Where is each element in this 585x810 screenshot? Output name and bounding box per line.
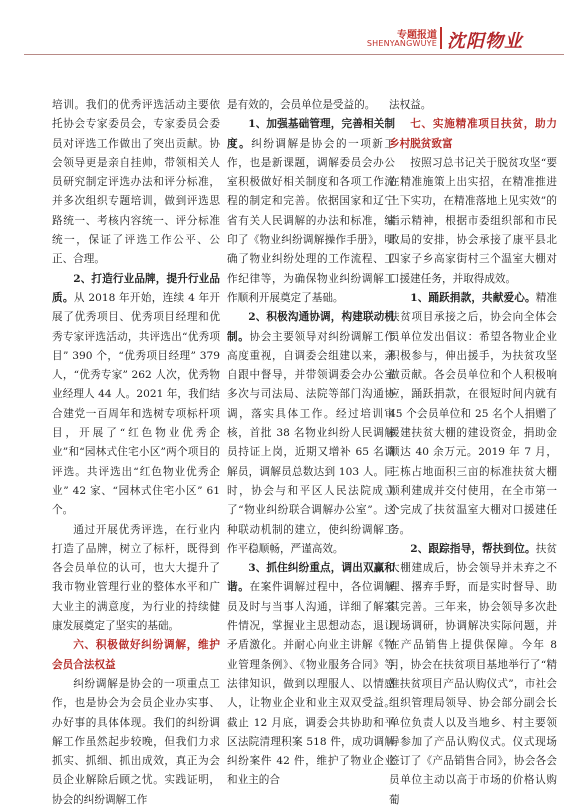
section-heading: 七、实施精准项目扶贫，助力乡村脱贫致富 bbox=[389, 118, 557, 150]
subheading: 2、积极沟通协调，构建联动机制。 bbox=[227, 311, 395, 343]
paragraph-body: 扶贫大棚建成后，协会领导并未弃之不理、撂弃手野，而是实时督导、助其完善。三年来，协会领导多次赴现场调研，协调解决实际问题，并在产品销售上提供保障。今年 8 月，协会在扶贫项目基地举行了“精准扶贫项目产品认购仪式”，市社会组织管理局领导、协会部分副会长单位负责人以及当地乡、村主要领导参加了产品认购仪式。仪式现场签订了《产品销售合同》，协会各会员单位主动以高于市场的价格认购葡 bbox=[389, 542, 558, 806]
paragraph: 培训。我们的优秀评选活动主要依托协会专家委员会，专家委员会委员对评选工作做出了突出贡献。协会领导更是亲自挂帅，带领相关人员研究制定评选办法和评分标准，并多次组织专题培训，做到评选思路统一、考核内容统一、评分标准统一，保证了评选工作公平、公正、合理。 bbox=[52, 99, 220, 266]
paragraph-body: 纠纷调解是协会的一项新工作，也是新课题，调解委员会办公室积极做好相关制度和各项工作流程的制定和完善。依据国家和辽宁省有关人民调解的办法和标准，编印了《物业纠纷调解操作手册》，明确了物业纠纷处理的工作流程、工作纪律等，为确保物业纠纷调解工作顺利开展奠定了基础。 bbox=[227, 137, 396, 304]
paragraph: 纠纷调解是协会的一项重点工作，也是协会为会员企业办实事、办好事的具体体现。我们的纠纷调解工作虽然起步较晚，但我们力求抓实、抓细、抓出成效，真正为会员企业解除后顾之忧。实践证明，协会的纠纷调解工作 bbox=[52, 677, 220, 806]
subheading: 3、抓住纠纷重点，调出双赢和谐。 bbox=[227, 562, 395, 594]
subheading: 1、加强基础管理，完善相关制度。 bbox=[227, 118, 395, 150]
paragraph-body: 在案件调解过程中，各位调解员及时与当事人沟通，详细了解案件情况，掌握业主思想动态，退让矛盾激化。并耐心向业主讲解《物业管理条例》、《物业服务合同》等法律知识，做到以理服人、以情感人，让物业企业和业主双双受益。截止 12 月底，调委会共协助和平区法院清理积案 518 件，成功调解纠纷案件 42 件，维护了物业企业和业主的合 bbox=[227, 581, 396, 787]
text-column-3 bbox=[389, 96, 557, 810]
paragraph: 法权益。 bbox=[389, 99, 432, 111]
header-divider bbox=[440, 27, 442, 49]
header-rule bbox=[24, 54, 564, 55]
brand-logo: 沈阳物业 bbox=[447, 31, 523, 52]
column-title: 专题报道 bbox=[397, 30, 437, 41]
paragraph bbox=[389, 540, 557, 810]
page-header bbox=[0, 0, 585, 58]
paragraph bbox=[227, 115, 395, 308]
paragraph: 是有效的，会员单位是受益的。 bbox=[227, 99, 376, 111]
text-column-2 bbox=[227, 96, 395, 791]
subheading: 2、跟踪指导，帮扶到位。 bbox=[410, 542, 536, 555]
paragraph-body: 从 2018 年开始，连续 4 年开展了优秀项目、优秀项目经理和优秀专家评选活动，共评选出“优秀项目” 390 个，“优秀项目经理” 379 人，“优秀专家” 262 人次，优秀物业经理人 44 人。2021 年，我们结合建党一百周年和选树专项标杆项目，开展了“红色物业优秀企业”和“园林式住宅小区”两个项目的评选。共评选出“红色物业优秀企业” 42 家、“园林式住宅小区” 61 个。 bbox=[52, 291, 221, 517]
paragraph-body: 协会主要领导对纠纷调解工作高度重视，自调委会组建以来，亲自跟中督导，并带领调委会办公室多次与司法局、法院等部门沟通协调，落实具体工作。经过培训审核，首批 38 名物业纠纷人民调解员持证上岗，近期又增补 65 名调解员，调解员总数达到 103 人。同时，协会与和平区人民法院成立了“物业纠纷联合调解办公室”。这种联动机制的建立，使纠纷调解工作平稳顺畅，严谨高效。 bbox=[227, 330, 396, 555]
paragraph-body: 精准扶贫项目承接之后，协会向全体会员单位发出倡议：希望各物业企业积极参与，伸出援手，为扶贫攻坚做贡献。各会员单位和个人积极响应，踊跃捐款，在很短时间内就有 45 个会员单位和 25 名个人捐赠了援建扶贫大棚的建设资金，捐助金额达 40 余万元。2019 年 7 月，三栋占地面积三亩的标准扶贫大棚顺利建成并交付使用，在全市第一个完成了扶贫温室大棚对口援建任务。 bbox=[389, 291, 558, 536]
paragraph: 通过开展优秀评选，在行业内打造了品牌，树立了标杆，既得到各会员单位的认可，也大大提升了我市物业管理行业的整体水平和广大业主的满意度，为行业的持续健康发展奠定了坚实的基础。 bbox=[52, 523, 220, 633]
section-heading: 六、积极做好纠纷调解，维护会员合法权益 bbox=[52, 639, 220, 671]
paragraph bbox=[52, 270, 220, 521]
text-column-1 bbox=[52, 96, 220, 810]
paragraph bbox=[227, 308, 395, 559]
paragraph bbox=[389, 289, 557, 540]
subheading: 2、打造行业品牌，提升行业品质。 bbox=[52, 272, 220, 304]
paragraph bbox=[227, 559, 395, 791]
column-title-en: SHENYANGWUYE bbox=[366, 39, 437, 48]
subheading: 1、踊跃捐款，共献爱心。 bbox=[410, 291, 536, 304]
paragraph: 按照习总书记关于脱贫攻坚“要在精准施策上出实招，在精准推进上下实功，在精准落地上见实效”的指示精神，根据市委组织部和市民政局的安排，协会承接了康平县北四家子乡高家街村三个温室大棚对口援建任务，并取得成效。 bbox=[389, 156, 557, 285]
